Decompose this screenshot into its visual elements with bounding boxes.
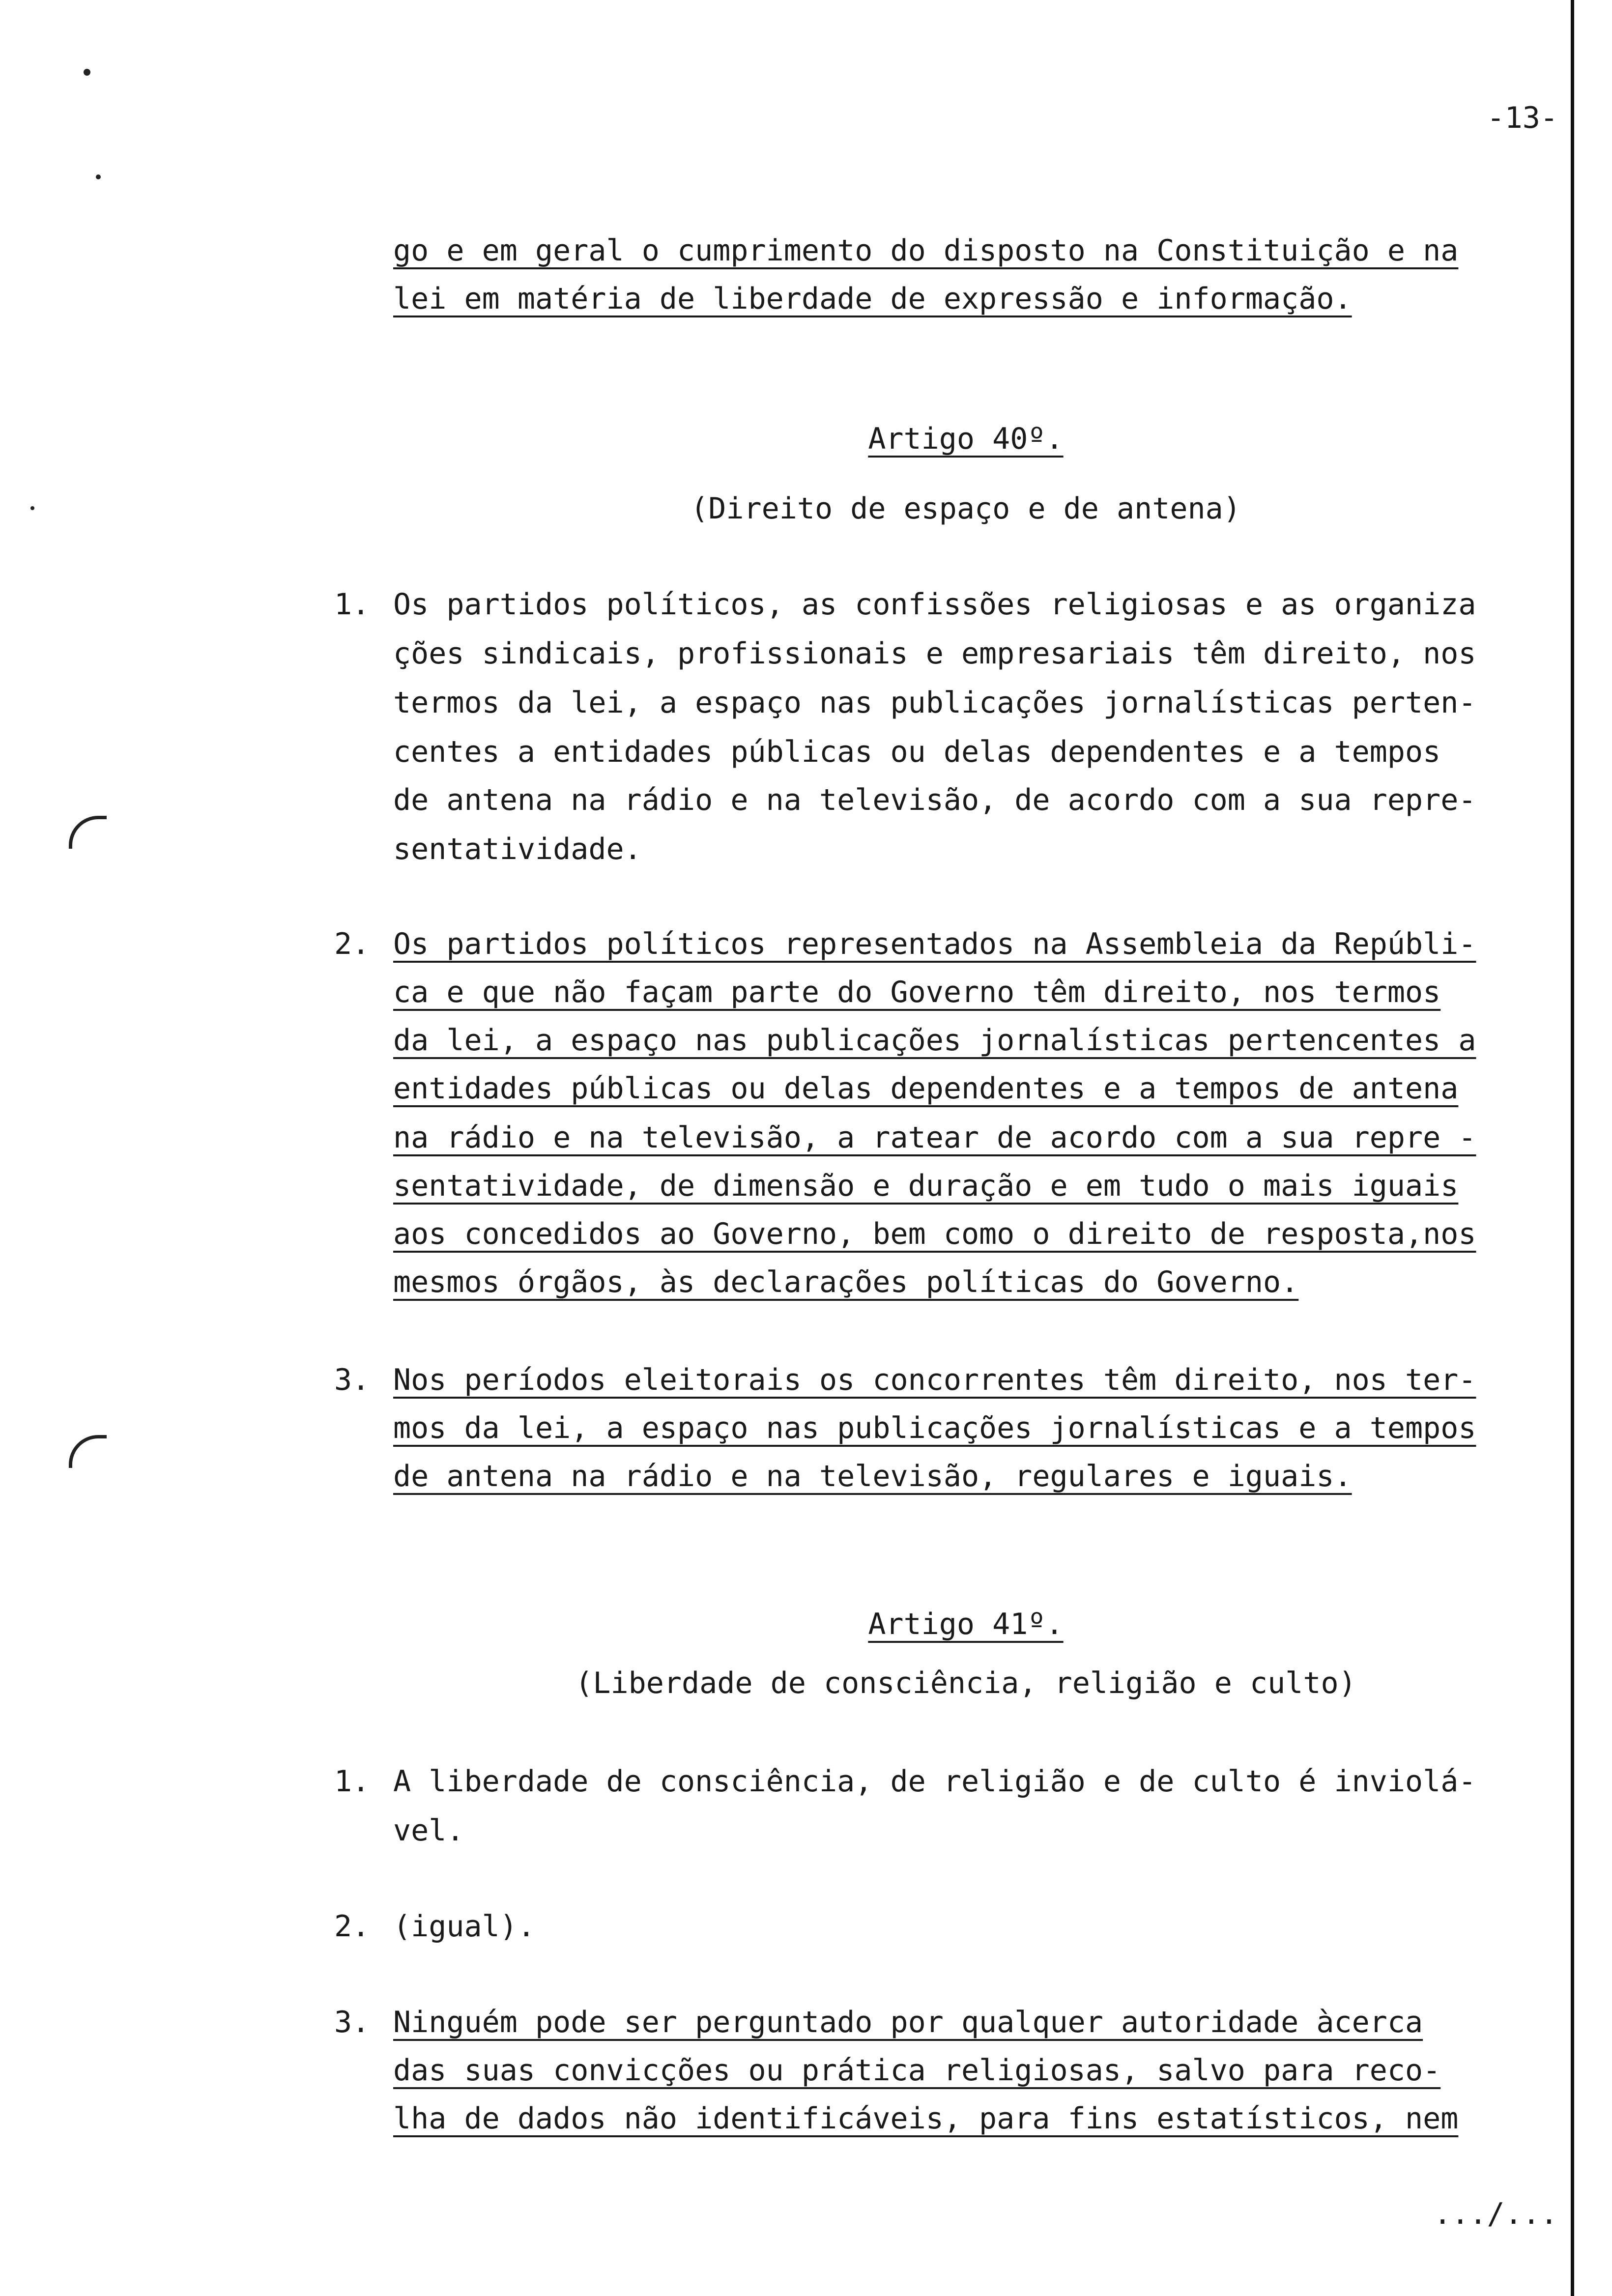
article-41-title: Artigo 41º. [868,1607,1064,1641]
item-number: 2. [334,927,370,961]
article-40-subtitle: (Direito de espaço e de antena) [691,491,1241,526]
text-line: A liberdade de consciência, de religião e de culto é inviolá- [393,1764,1476,1799]
text-line: Os partidos políticos, as confissões religiosas e as organiza [393,587,1476,622]
text-line: Os partidos políticos representados na Assembleia da Repúbli- [393,927,1476,961]
page-number: -13- [1487,101,1558,135]
item-number: 1. [334,1764,370,1799]
text-line: vel. [393,1813,464,1848]
item-number: 3. [334,2005,370,2039]
item-number: 1. [334,587,370,622]
text-line: mos da lei, a espaço nas publicações jornalísticas e a tempos [393,1411,1476,1445]
text-line: termos da lei, a espaço nas publicações jornalísticas perten- [393,686,1476,720]
margin-mark [84,69,90,76]
text-line: das suas convicções ou prática religiosas, salvo para reco- [393,2053,1441,2088]
text-line: ções sindicais, profissionais e empresariais têm direito, nos [393,636,1476,671]
text-line: entidades públicas ou delas dependentes e a tempos de antena [393,1071,1459,1106]
text-line: sentatividade. [393,832,642,866]
text-line: de antena na rádio e na televisão, de acordo com a sua repre- [393,783,1476,817]
article-41-subtitle: (Liberdade de consciência, religião e culto) [575,1666,1356,1700]
intro-line: lei em matéria de liberdade de expressão e informação. [393,282,1352,316]
text-line: da lei, a espaço nas publicações jornalísticas pertencentes a [393,1023,1476,1058]
text-line: de antena na rádio e na televisão, regulares e iguais. [393,1459,1352,1493]
intro-line: go e em geral o cumprimento do disposto na Constituição e na [393,233,1459,268]
text-line: sentatividade, de dimensão e duração e em tudo o mais iguais [393,1169,1459,1203]
item-number: 3. [334,1363,370,1397]
text-line: mesmos órgãos, às declarações políticas do Governo. [393,1265,1299,1299]
margin-bracket [69,816,107,849]
right-margin-rule [1571,0,1574,2296]
text-line: aos concedidos ao Governo, bem como o direito de resposta,nos [393,1217,1476,1251]
margin-bracket [69,1435,107,1468]
text-line: lha de dados não identificáveis, para fins estatísticos, nem [393,2101,1459,2136]
text-line: Ninguém pode ser perguntado por qualquer autoridade àcerca [393,2005,1423,2039]
continuation-mark: .../... [1434,2197,1558,2231]
text-line: Nos períodos eleitorais os concorrentes têm direito, nos ter- [393,1363,1476,1397]
text-line: na rádio e na televisão, a ratear de acordo com a sua repre - [393,1120,1476,1155]
article-40-title: Artigo 40º. [868,422,1064,456]
margin-mark [96,174,101,179]
text-line: centes a entidades públicas ou delas dependentes e a tempos [393,735,1441,769]
item-number: 2. [334,1909,370,1944]
text-line: ca e que não façam parte do Governo têm direito, nos termos [393,975,1441,1009]
text-line: (igual). [393,1909,535,1944]
